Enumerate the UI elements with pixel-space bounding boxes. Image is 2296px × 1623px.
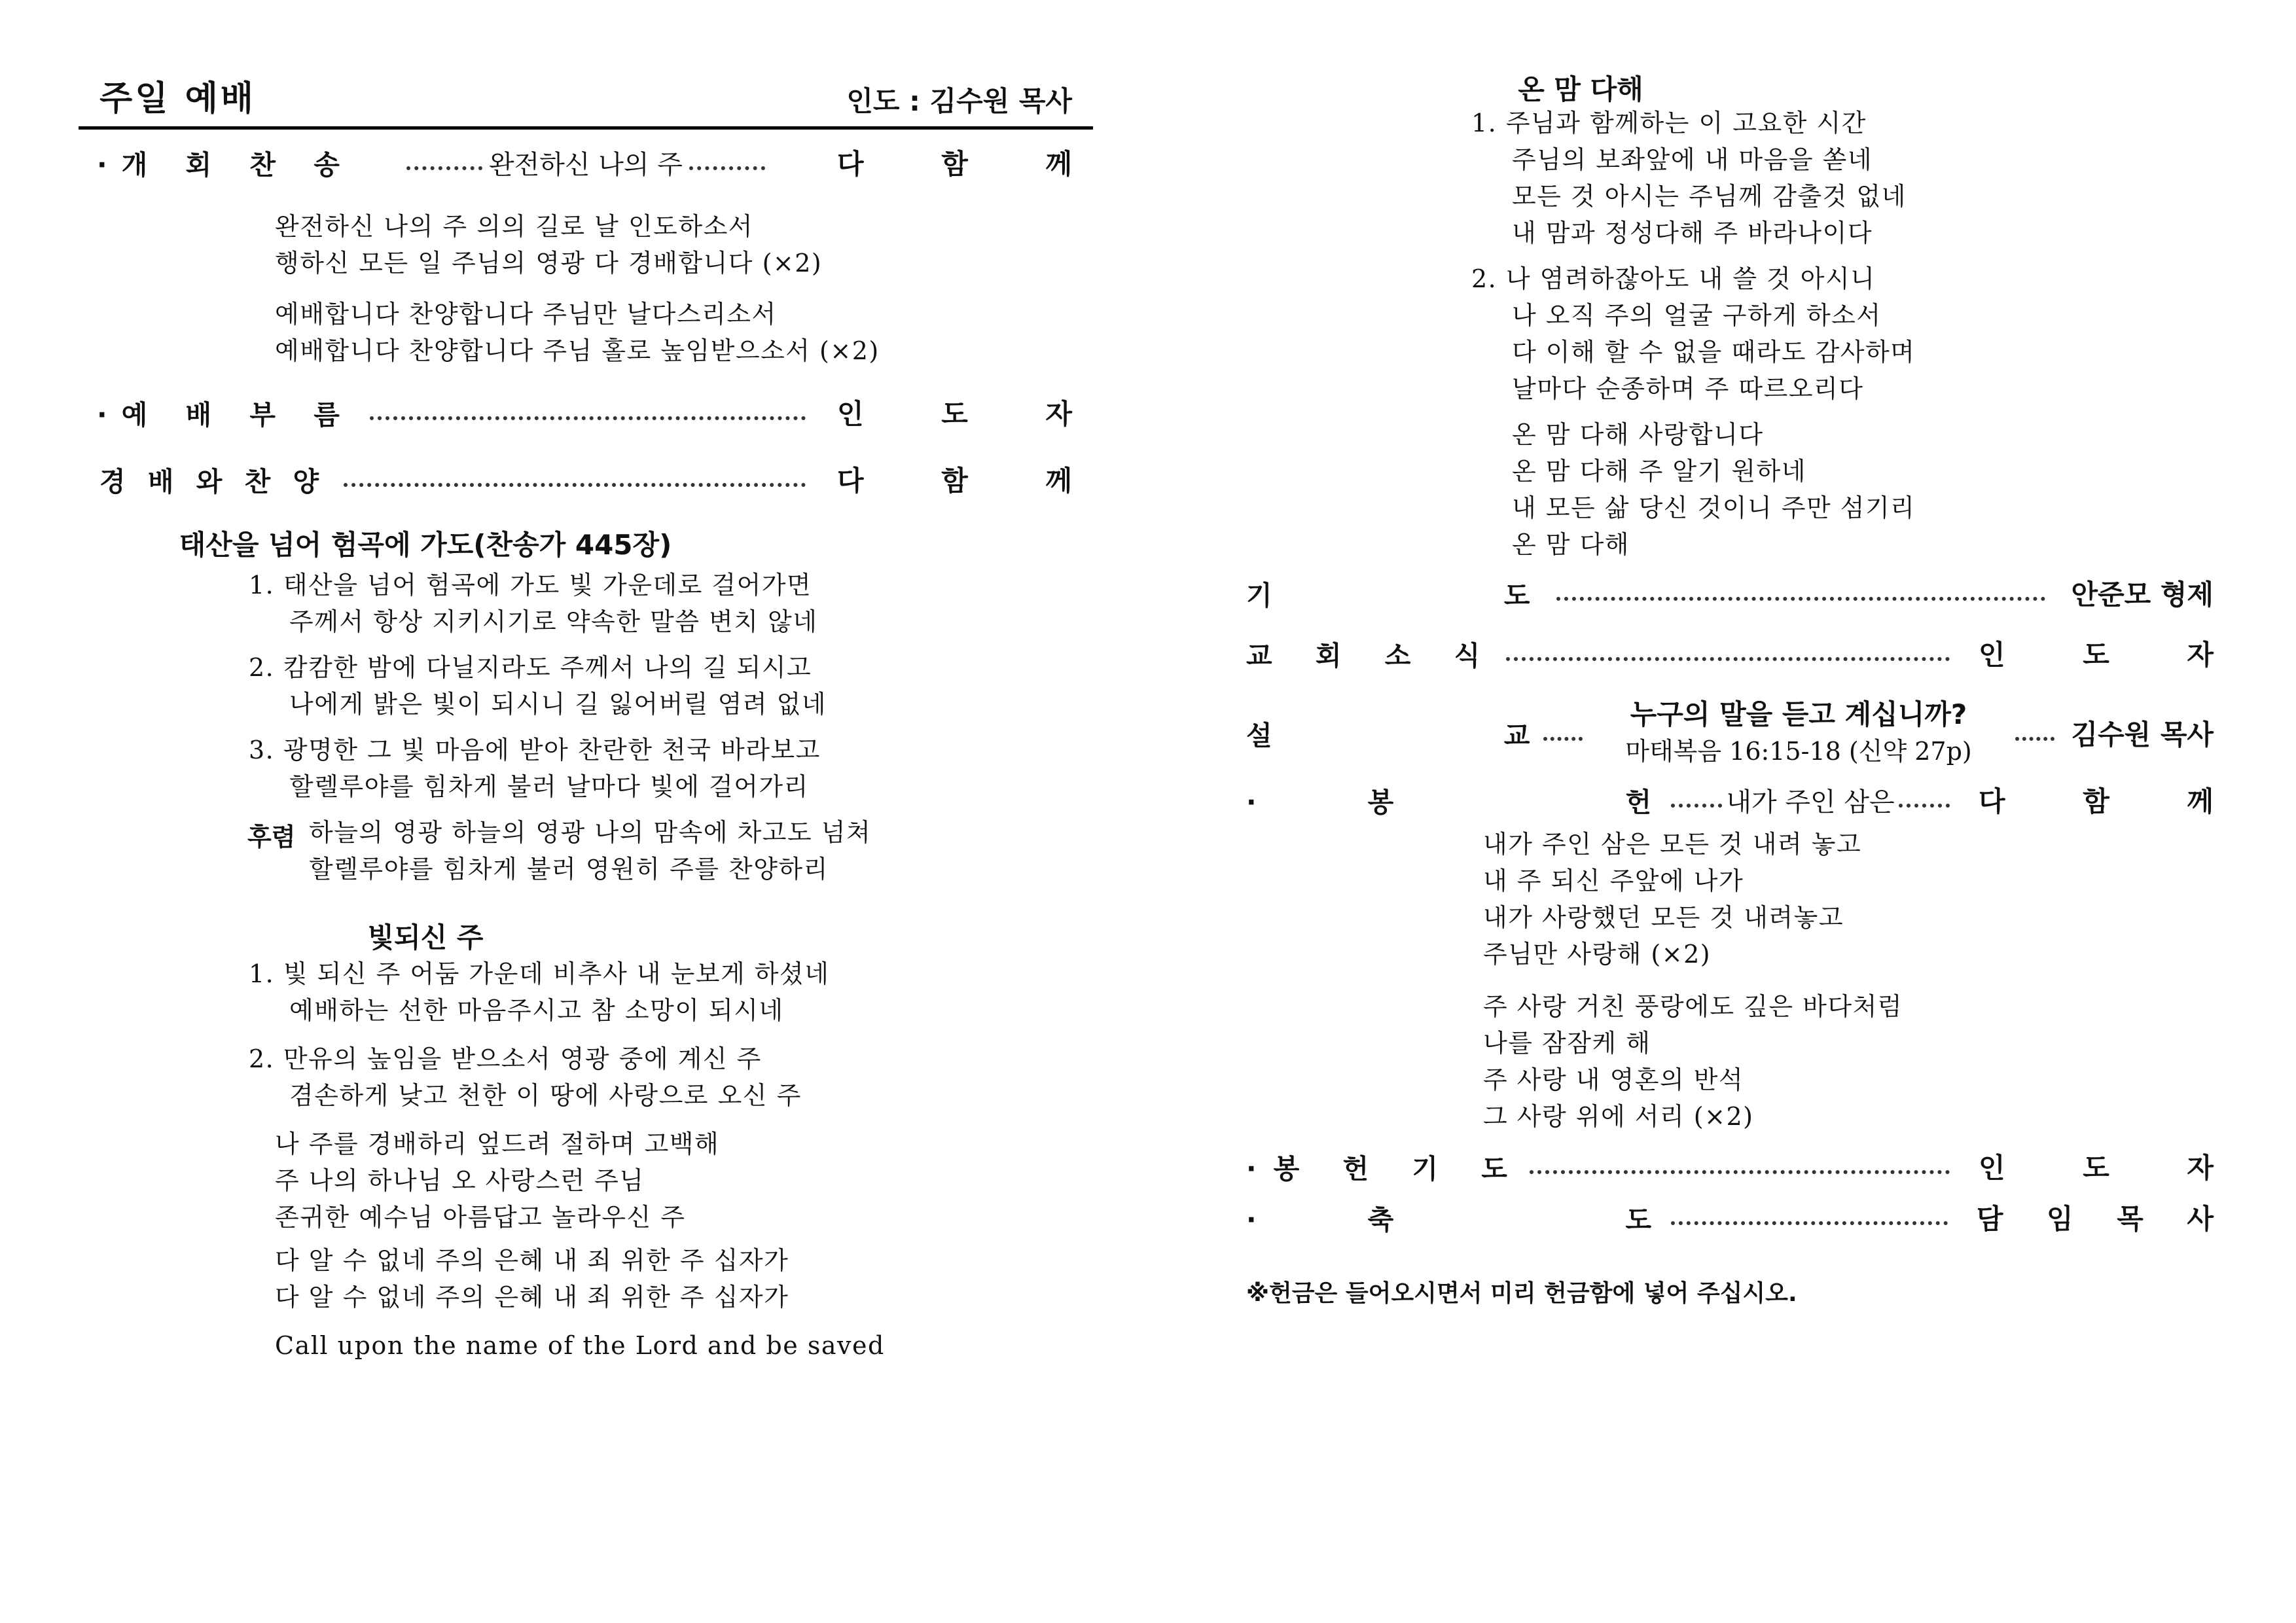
- order-prayer: [1237, 573, 2225, 613]
- order-offering: [1237, 780, 2248, 819]
- lyric-line: 다 이해 할 수 없을 때라도 감사하며: [1512, 338, 1916, 366]
- song-verse: [249, 1041, 802, 1114]
- offering-song-verse: [1483, 988, 1903, 1135]
- leader-dots: [2015, 737, 2054, 741]
- sermon-scripture: 마태복음 16:15-18 (신약 27p): [1625, 737, 1972, 766]
- song-bridge: [275, 1327, 885, 1364]
- lyric-line: 3. 광명한 그 빛 마음에 받아 찬란한 천국 바라보고: [249, 736, 821, 764]
- right-page: [1237, 0, 2248, 1623]
- lyric-line: 나 주를 경배하리 엎드려 절하며 고백해: [275, 1130, 720, 1158]
- order-performer: 안준모 형제: [2071, 579, 2214, 611]
- order-label: ·봉 헌: [1246, 786, 1763, 818]
- lyric-line: 내 주 되신 주앞에 나가: [1483, 866, 1744, 895]
- lyric-line: 내 모든 삶 당신 것이니 주만 섬기리: [1512, 493, 1916, 522]
- lyric-line: 2. 만유의 높임을 받으소서 영광 중에 계신 주: [249, 1044, 762, 1073]
- lyric-line: 온 맘 다해 주 알기 원하네: [1512, 457, 1806, 486]
- hymn-lyrics: [275, 296, 880, 369]
- page-title: 주일 예배: [99, 79, 257, 118]
- leader-dots: [1530, 1170, 1950, 1174]
- lyric-line: 온 맘 다해: [1512, 530, 1630, 559]
- lyric-line: 그 사랑 위에 서리 (×2): [1483, 1102, 1754, 1131]
- leader-dots: [1671, 804, 1722, 808]
- lyric-line: 주께서 항상 지키시기로 약속한 말씀 변치 않네: [289, 607, 818, 636]
- lyric-line: 행하신 모든 일 주님의 영광 다 경배합니다 (×2): [275, 249, 823, 277]
- lyric-line: 1. 빛 되신 주 어둠 가운데 비추사 내 눈보게 하셨네: [249, 959, 830, 988]
- lyric-line: 할렐루야를 힘차게 불러 영원히 주를 찬양하리: [309, 855, 829, 883]
- order-performer: 다 함 께: [837, 148, 1106, 180]
- order-performer: 인 도 자: [837, 398, 1106, 430]
- song-verse: [249, 732, 821, 805]
- leader-dots: [1671, 1221, 1948, 1225]
- order-label: ·예 배 부 름: [97, 399, 354, 431]
- lyric-line: 완전하신 나의 주 의의 길로 날 인도하소서: [275, 212, 754, 241]
- leader-dots: [1506, 657, 1950, 661]
- order-song-name: 내가 주인 삼은: [1726, 787, 1895, 817]
- hymn-lyrics: [275, 208, 822, 281]
- song-verse: [1471, 105, 1907, 251]
- leader-dots: [406, 166, 482, 170]
- order-benediction: [1237, 1198, 2231, 1237]
- order-label: 기 도: [1246, 579, 1641, 611]
- lyric-line: 나 오직 주의 얼굴 구하게 하소서: [1512, 301, 1882, 330]
- lyric-line: 예배하는 선한 마음주시고 참 소망이 되시네: [289, 996, 784, 1025]
- lyric-line: 주 사랑 내 영혼의 반석: [1483, 1065, 1744, 1094]
- lyric-line: 2. 캄캄한 밤에 다닐지라도 주께서 나의 길 되시고: [249, 653, 812, 682]
- song-verse: [249, 649, 827, 722]
- left-page: [79, 0, 1106, 1623]
- offering-song-verse: [1483, 826, 1861, 972]
- order-label: ·개 회 찬 송: [97, 149, 354, 181]
- order-performer: 인 도 자: [1979, 1152, 2248, 1184]
- song-title: 빛되신 주: [367, 921, 484, 954]
- lyric-line: 내 맘과 정성다해 주 바라나이다: [1512, 219, 1873, 247]
- song-chorus: [275, 1126, 719, 1236]
- offering-notice: ※헌금은 들어오시면서 미리 헌금함에 넣어 주십시오.: [1246, 1280, 1797, 1307]
- order-praise: [79, 459, 1106, 499]
- lyric-line: 나에게 밝은 빛이 되시니 길 잃어버릴 염려 없네: [289, 690, 827, 719]
- leader-dots: [344, 483, 806, 487]
- order-label: 설 교: [1246, 719, 1641, 751]
- lyric-line: 나를 잠잠케 해: [1483, 1029, 1651, 1058]
- lyric-line: 할렐루야를 힘차게 불러 날마다 빛에 걸어가리: [289, 772, 809, 801]
- worship-leader: 인도 : 김수원 목사: [846, 85, 1072, 117]
- song-title: 태산을 넘어 험곡에 가도(찬송가 445장): [179, 529, 672, 561]
- order-performer: 다 함 께: [1979, 785, 2248, 817]
- song-chorus: [275, 1242, 789, 1315]
- order-performer: 김수원 목사: [2071, 719, 2214, 751]
- lyric-line: 온 맘 다해 사랑합니다: [1512, 420, 1764, 449]
- lyric-line: 다 알 수 없네 주의 은혜 내 죄 위한 주 십자가: [275, 1283, 789, 1311]
- lyric-line: 주 사랑 거친 풍랑에도 깊은 바다처럼: [1483, 992, 1903, 1021]
- sermon-title: 누구의 말을 듣고 계십니까?: [1630, 698, 1967, 730]
- order-opening-hymn: [79, 143, 1106, 182]
- order-label: 교 회 소 식: [1246, 639, 1498, 671]
- lyric-line: 내가 사랑했던 모든 것 내려놓고: [1483, 903, 1844, 932]
- chorus-label: 후렴: [247, 823, 296, 851]
- lyric-line: Call upon the name of the Lord and be saved: [275, 1331, 885, 1360]
- order-church-news: [1237, 633, 2248, 673]
- leader-dots: [1543, 737, 1583, 741]
- header-rule: [79, 126, 1093, 130]
- song-verse: [249, 567, 817, 640]
- order-label: ·봉 헌 기 도: [1246, 1152, 1524, 1185]
- order-call-to-worship: [79, 393, 1106, 432]
- song-verse: [1471, 260, 1915, 407]
- lyric-line: 날마다 순종하며 주 따르오리다: [1512, 374, 1864, 403]
- lyric-line: 하늘의 영광 하늘의 영광 나의 맘속에 차고도 넘쳐: [309, 818, 872, 847]
- lyric-line: 주님의 보좌앞에 내 마음을 쏟네: [1512, 145, 1873, 174]
- lyric-line: 1. 태산을 넘어 험곡에 가도 빛 가운데로 걸어가면: [249, 571, 812, 599]
- order-performer: 담 임 목 사: [1976, 1203, 2231, 1235]
- leader-dots: [1899, 804, 1950, 808]
- leader-dots: [689, 166, 765, 170]
- lyric-line: 1. 주님과 함께하는 이 고요한 시간: [1471, 109, 1867, 137]
- order-offering-prayer: [1237, 1147, 2248, 1186]
- lyric-line: 주 나의 하나님 오 사랑스런 주님: [275, 1166, 645, 1195]
- lyric-line: 내가 주인 삼은 모든 것 내려 놓고: [1483, 830, 1862, 859]
- order-song-name: 완전하신 나의 주: [488, 149, 683, 180]
- leader-dots: [370, 416, 806, 420]
- lyric-line: 2. 나 염려하잖아도 내 쓸 것 아시니: [1471, 264, 1876, 293]
- lyric-line: 예배합니다 찬양합니다 주님 홀로 높임받으소서 (×2): [275, 336, 880, 365]
- lyric-line: 모든 것 아시는 주님께 감출것 없네: [1512, 182, 1907, 211]
- lyric-line: 존귀한 예수님 아름답고 놀라우신 주: [275, 1203, 686, 1232]
- lyric-line: 다 알 수 없네 주의 은혜 내 죄 위한 주 십자가: [275, 1246, 789, 1275]
- song-chorus: [1512, 416, 1915, 563]
- lyric-line: 겸손하게 낮고 천한 이 땅에 사랑으로 오신 주: [289, 1081, 802, 1110]
- order-performer: 인 도 자: [1979, 639, 2248, 671]
- song-chorus: [309, 814, 871, 887]
- song-verse: [249, 955, 829, 1029]
- lyric-line: 주님만 사랑해 (×2): [1483, 940, 1712, 969]
- song-title: 온 맘 다해: [1518, 73, 1643, 105]
- lyric-line: 예배합니다 찬양합니다 주님만 날다스리소서: [275, 300, 777, 329]
- order-label: 경 배 와 찬 양: [99, 465, 326, 497]
- order-performer: 다 함 께: [837, 465, 1106, 497]
- order-sermon: [1237, 698, 2225, 766]
- leader-dots: [1556, 597, 2045, 601]
- sermon-info: [1602, 696, 1996, 770]
- order-label: ·축 도: [1246, 1204, 1763, 1236]
